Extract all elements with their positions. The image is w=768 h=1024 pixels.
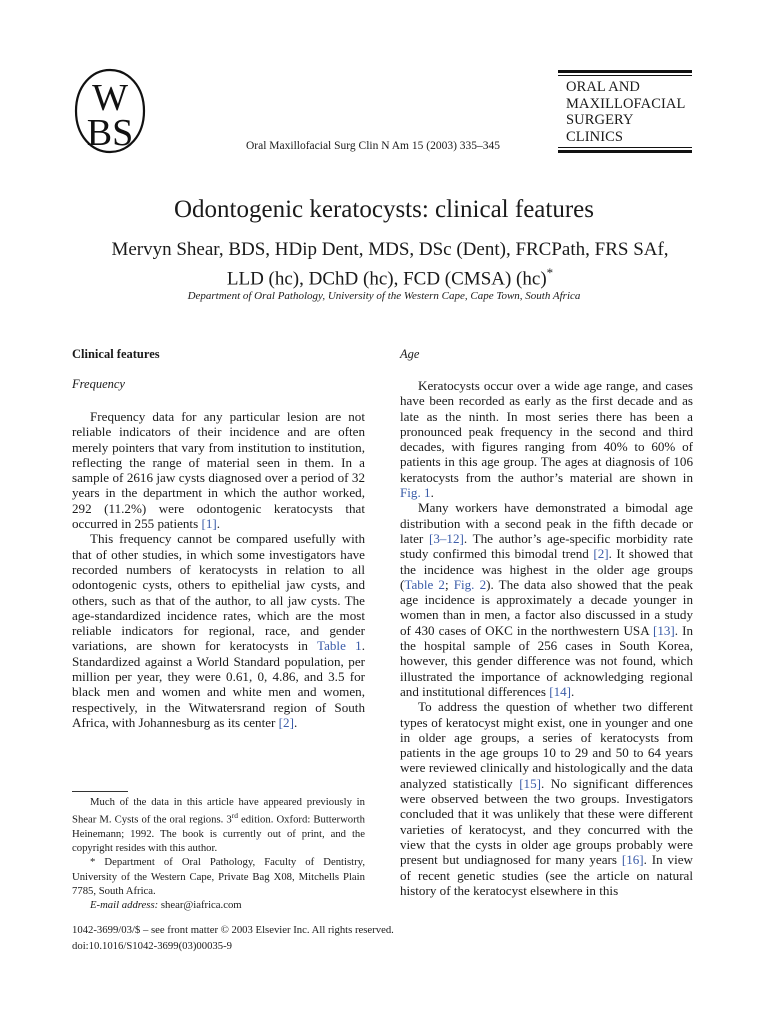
left-column-body: [72, 409, 365, 730]
table-link[interactable]: Table 1: [316, 638, 362, 654]
journal-name: [566, 79, 685, 145]
article-authors: [90, 238, 690, 290]
reference-link[interactable]: [13]: [652, 622, 675, 638]
journal-name-line: SURGERY: [566, 112, 634, 128]
reference-link[interactable]: [16]: [621, 852, 644, 868]
reference-link[interactable]: [14]: [549, 683, 572, 699]
reference-link[interactable]: [2]: [278, 714, 294, 730]
journal-top-rule-thin: [558, 75, 692, 76]
doi-line: doi:10.1016/S1042-3699(03)00035-9: [72, 939, 233, 952]
wbs-publisher-logo: [72, 68, 148, 154]
journal-top-rule: [558, 70, 692, 73]
table-link[interactable]: Table 2: [404, 576, 445, 592]
subheading-age: Age: [400, 347, 420, 361]
author-affiliation: Department of Oral Pathology, University of the Western Cape, Cape Town, South Africa: [187, 290, 581, 302]
paragraph: Frequency data for any particular lesion are not reliable indicators of their incidence and are often merely pointers that vary from institution to institution, reflecting the range of material seen in them. In a sample of 2616 jaw cysts diagnosed over a period of 32 years in the department in which the author worked, 292 (11.2%) were odontogenic keratocysts that occurred in 255 patients [1].: [72, 409, 365, 532]
paragraph: Many workers have demonstrated a bimodal age distribution with a second peak in the fifth decade or later [3–12]. The author’s age-specific morbidity rate study confirmed this bimodal trend [2]. It showed that the incidence was highest in the older age groups (Table 2; Fig. 2). The data also showed that the peak age incidence is approximately a decade younger in women than in men, a factor also discussed in a study of 430 cases of OKC in the northwestern USA [13]. In the hospital sample of 256 cases in South Korea, however, this gender difference was not found, which illustrated the importance of acknowledging regional and institutional differences [14].: [400, 500, 693, 699]
paragraph: To address the question of whether two different types of keratocyst might exist, one in younger and one in older age groups, a series of keratocysts from patients in the age groups 10 to 29 and 50 to 64 years were reviewed clinically and histologically and the data analyzed statistically [15]. No significant differences were observed between the two groups. Investigators concluded that it was unlikely that these were different varieties of keratocyst, and they concurred with the view that the cysts in older age groups probably were present but undiagnosed for many years [16]. In view of recent genetic studies (see the article on natural history of the keratocyst elsewhere in this: [400, 699, 693, 898]
journal-citation: Oral Maxillofacial Surg Clin N Am 15 (2003) 335–345: [246, 140, 501, 152]
journal-bottom-rule-thick: [558, 150, 692, 153]
email-footnote: E-mail address: shear@iafrica.com: [90, 898, 242, 911]
reference-link[interactable]: [15]: [519, 775, 542, 791]
section-heading-clinical-features: Clinical features: [72, 347, 160, 361]
journal-name-line: MAXILLOFACIAL: [566, 95, 686, 112]
subheading-frequency: Frequency: [72, 377, 125, 391]
reference-link[interactable]: [3–12]: [428, 530, 464, 546]
reference-link[interactable]: [2]: [593, 546, 609, 562]
figure-link[interactable]: Fig. 2: [453, 576, 487, 592]
footnotes: [72, 795, 365, 912]
journal-bottom-rule: [558, 147, 692, 148]
authors-line2: LLD (hc), DChD (hc), FCD (CMSA) (hc): [226, 268, 547, 290]
journal-name-line: ORAL AND: [566, 79, 640, 95]
copyright-footer: [72, 923, 394, 954]
footnote: * Department of Oral Pathology, Faculty of Dentistry, University of the Western Cape, Private Bag X08, Mitchells Plain 7785, South Africa.: [72, 856, 365, 897]
article-title: Odontogenic keratocysts: clinical features: [174, 196, 594, 223]
corresponding-author-mark: *: [546, 265, 554, 280]
journal-name-line: CLINICS: [566, 128, 624, 145]
footnote: Much of the data in this article have appeared previously in Shear M. Cysts of the oral regions. 3rd edition. Oxford: Butterworth Heinemann; 1992. The book is currently out of print, and the copyright resides with this author.: [72, 796, 365, 855]
copyright-line: 1042-3699/03/$ – see front matter © 2003 Elsevier Inc. All rights reserved.: [72, 924, 394, 936]
footnote-rule: [72, 791, 128, 792]
svg-text:BS: BS: [86, 112, 134, 154]
svg-text:W: W: [92, 77, 128, 119]
figure-link[interactable]: Fig. 1: [400, 485, 431, 501]
right-column-body: [400, 378, 693, 898]
reference-link[interactable]: [1]: [201, 516, 217, 532]
paragraph: Keratocysts occur over a wide age range, and cases have been recorded as early as the first decade and as late as the ninth. In most series there has been a pronounced peak frequency in the second and third decades, with figures ranging from 40% to 60% of patients in this age group. The ages at diagnosis of 106 keratocysts from the author’s material are shown in Fig. 1.: [400, 378, 693, 501]
paragraph: This frequency cannot be compared usefully with that of other studies, in which some investigators have recorded numbers of keratocysts in relation to all odontogenic cysts, others to epithelial jaw cysts, and others, such as that of the author, to all jaw cysts. The age-standardized incidence rates, which are the most reliable indicators for regional, race, and gender variations, are shown for keratocysts in Table 1. Standardized against a World Standard population, per million per year, they were 0.61, 0, 4.86, and 3.5 for black men and women and white men and women, respectively, in the Witwatersrand region of South Africa, with Johannesburg as its center [2].: [72, 531, 365, 730]
authors-line1: Mervyn Shear, BDS, HDip Dent, MDS, DSc (Dent), FRCPath, FRS SAf,: [111, 239, 669, 260]
email-address[interactable]: shear@iafrica.com: [160, 898, 242, 911]
